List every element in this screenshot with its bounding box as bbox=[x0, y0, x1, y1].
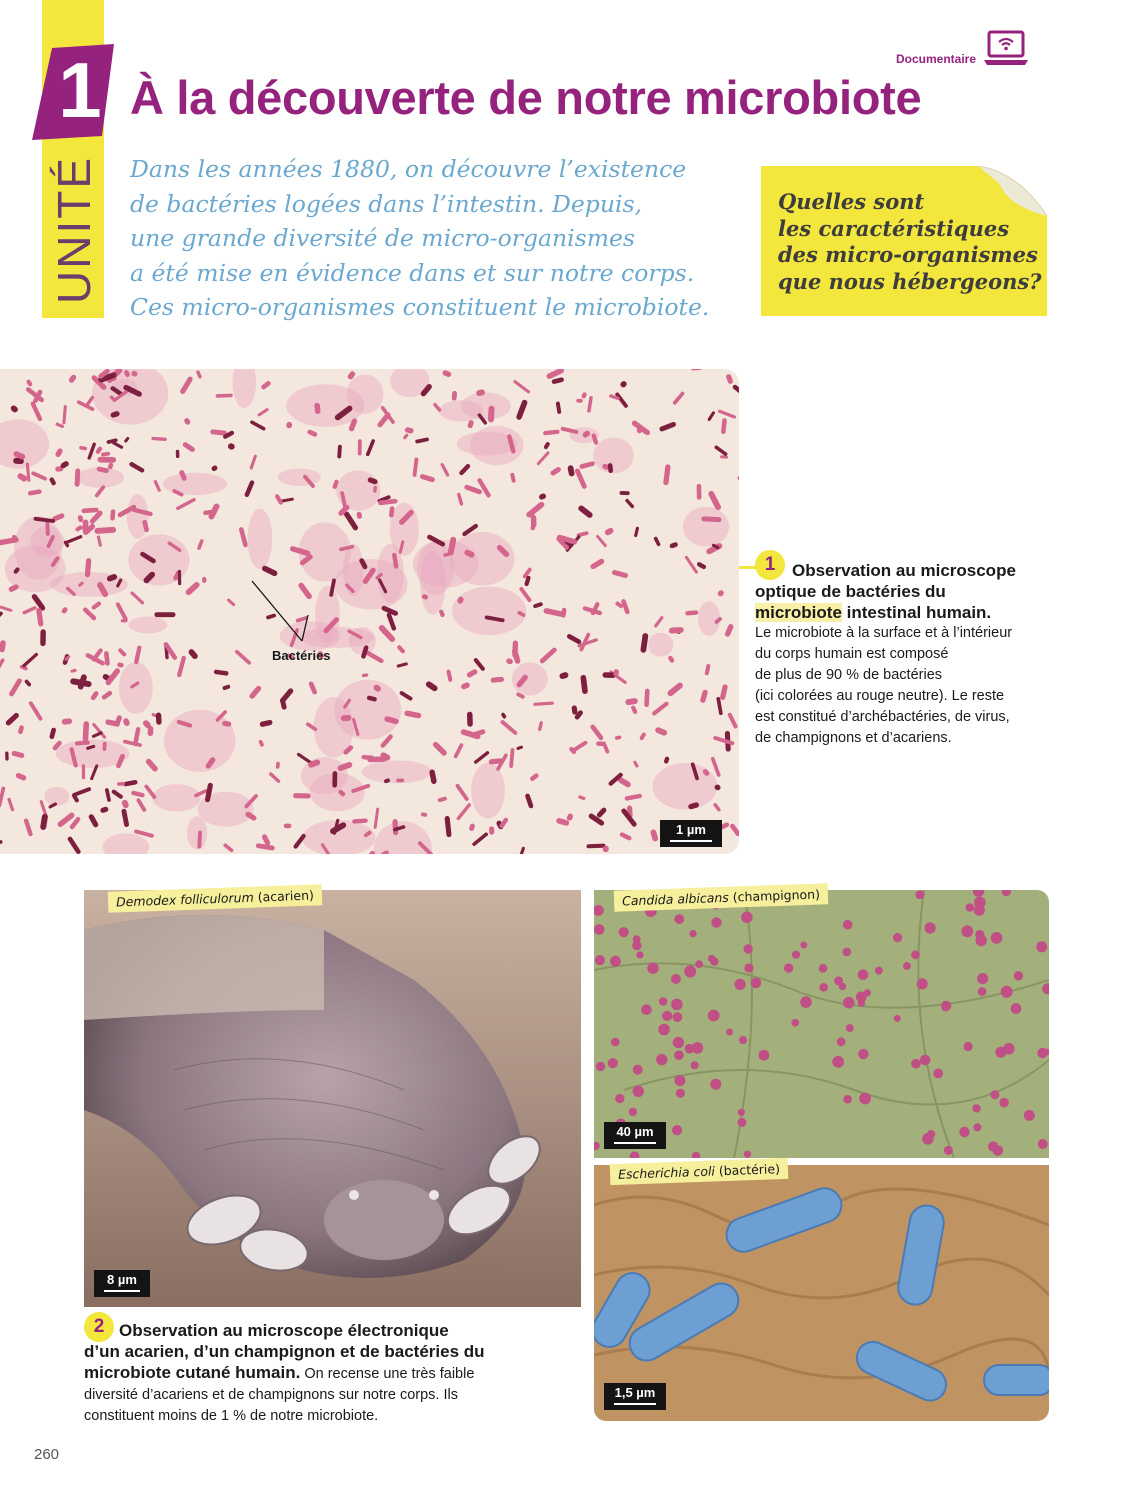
scale-bar: 40 µm bbox=[604, 1122, 666, 1149]
scale-bar: 8 µm bbox=[94, 1270, 150, 1297]
species-name: Escherichia coli bbox=[617, 1163, 716, 1182]
page-number: 260 bbox=[34, 1446, 60, 1463]
caption-doc1 bbox=[755, 560, 1055, 749]
page-title: À la découverte de notre microbiote bbox=[130, 71, 922, 124]
intro-line: une grande diversité de micro-organismes bbox=[130, 224, 635, 252]
caption-doc2 bbox=[84, 1320, 584, 1427]
documentary-badge[interactable] bbox=[896, 30, 1030, 68]
caption-body-line: est constitué d’archébactéries, de virus, bbox=[755, 709, 1010, 725]
intro-line: de bactéries logées dans l’intestin. Depuis, bbox=[130, 189, 642, 218]
caption-body-line: (ici colorées au rouge neutre). Le reste bbox=[755, 688, 1005, 704]
documentary-label: Documentaire bbox=[896, 52, 977, 66]
species-name: Candida albicans bbox=[621, 889, 730, 909]
caption-title-line: Observation au microscope bbox=[792, 561, 1016, 580]
unit-label: UNITÉ bbox=[48, 156, 100, 304]
species-kind: (bactérie) bbox=[714, 1161, 781, 1179]
species-name: Demodex folliculorum bbox=[115, 889, 255, 910]
question-line: des micro-organismes bbox=[778, 242, 1038, 267]
bacteria-label: Bactéries bbox=[272, 648, 331, 663]
caption-body-start: On recense une très faible bbox=[300, 1366, 475, 1382]
caption-body-line: constituent moins de 1 % de notre microbiote. bbox=[84, 1408, 379, 1424]
candida-micrograph bbox=[594, 890, 1049, 1158]
caption-body-line: de champignons et d’acariens. bbox=[755, 730, 952, 746]
intro-line: Dans les années 1880, on découvre l’existence bbox=[130, 155, 687, 183]
species-kind: (champignon) bbox=[728, 886, 821, 905]
question-line: Quelles sont bbox=[778, 189, 925, 214]
caption-title-line: optique de bactéries du bbox=[755, 582, 946, 601]
caption-title-line: microbiote cutané humain. bbox=[84, 1363, 301, 1382]
mite-micrograph bbox=[84, 887, 581, 1307]
question-text bbox=[778, 189, 1040, 295]
intro-text bbox=[130, 152, 750, 325]
caption-body-line: diversité d’acariens et de champignons sur notre corps. Ils bbox=[84, 1387, 458, 1403]
scale-bar: 1 µm bbox=[660, 820, 722, 847]
question-line: que nous hébergeons? bbox=[778, 268, 1042, 294]
caption-title-line: Observation au microscope électronique bbox=[119, 1321, 449, 1340]
species-kind: (acarien) bbox=[253, 887, 315, 905]
unit-number: 1 bbox=[58, 46, 102, 134]
doc-number-badge: 2 bbox=[84, 1312, 114, 1342]
intro-line: Ces micro-organismes constituent le microbiote. bbox=[130, 293, 710, 321]
caption-title-line: d’un acarien, d’un champignon et de bactéries du bbox=[84, 1342, 485, 1361]
question-line: les caractéristiques bbox=[778, 215, 1010, 241]
doc-number-badge: 1 bbox=[755, 550, 785, 580]
caption-body-line: de plus de 90 % de bactéries bbox=[755, 667, 943, 683]
bacteria-micrograph bbox=[0, 369, 739, 854]
laptop-wifi-icon bbox=[982, 30, 1030, 68]
caption-body-line: Le microbiote à la surface et à l’intérieur bbox=[755, 625, 1013, 641]
intro-line: a été mise en évidence dans et sur notre corps. bbox=[130, 258, 695, 287]
caption-body-line: du corps humain est composé bbox=[755, 646, 949, 662]
scale-bar: 1,5 µm bbox=[604, 1383, 666, 1410]
caption-title-end: intestinal humain. bbox=[841, 603, 992, 622]
keyword-highlight[interactable]: microbiote bbox=[755, 603, 842, 622]
